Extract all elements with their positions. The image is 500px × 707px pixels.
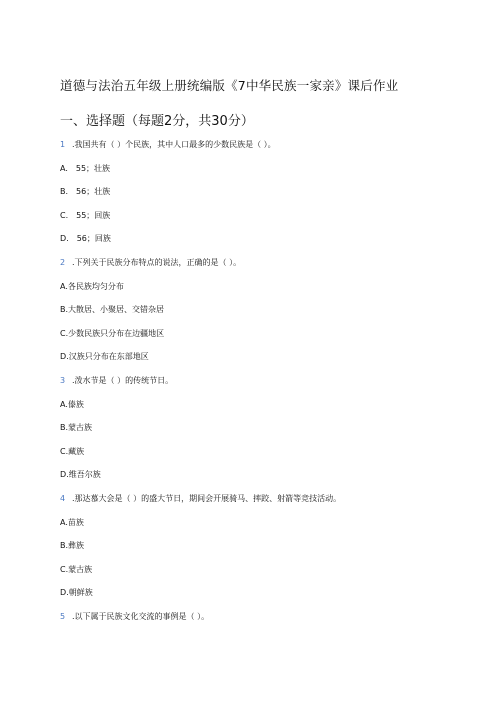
question-1 xyxy=(60,140,276,150)
option-d: D.汉族只分布在东部地区 xyxy=(60,352,149,361)
option-a: A.各民族均匀分布 xyxy=(60,282,124,291)
question-text: .以下属于民族文化交流的事例是（ ）。 xyxy=(72,612,210,621)
option-a: A.苗族 xyxy=(60,518,84,527)
option-b: B.大散居、小聚居、交错杂居 xyxy=(60,305,165,314)
document-title: 道德与法治五年级上册统编版《7中华民族一家亲》课后作业 xyxy=(60,78,399,93)
question-text: .那达慕大会是（ ）的盛大节日，期间会开展骑马、摔跤、射箭等竞技活动。 xyxy=(72,494,342,503)
question-2 xyxy=(60,258,241,268)
option-a: A. 55；壮族 xyxy=(60,164,111,173)
question-text: .泼水节是（ ）的传统节日。 xyxy=(72,376,174,385)
option-d: D.朝鲜族 xyxy=(60,588,93,597)
option-a: A.傣族 xyxy=(60,400,84,409)
option-b: B.蒙古族 xyxy=(60,423,93,432)
question-4 xyxy=(60,494,341,504)
question-number: 1 xyxy=(60,140,66,149)
option-b: B. 56；壮族 xyxy=(60,187,111,196)
question-3 xyxy=(60,376,173,386)
question-text: .我国共有（ ）个民族，其中人口最多的少数民族是（ ）。 xyxy=(72,140,276,149)
question-5 xyxy=(60,612,209,622)
option-c: C.蒙古族 xyxy=(60,565,93,574)
option-c: C.藏族 xyxy=(60,447,85,456)
option-b: B.彝族 xyxy=(60,541,85,550)
option-d: D.维吾尔族 xyxy=(60,470,101,479)
option-c: C. 55；回族 xyxy=(60,211,111,220)
question-number: 2 xyxy=(60,258,66,267)
option-d: D. 56；回族 xyxy=(60,234,111,243)
question-number: 4 xyxy=(60,494,66,503)
section-heading: 一、选择题（每题2分，共30分） xyxy=(60,114,254,129)
option-c: C.少数民族只分布在边疆地区 xyxy=(60,329,165,338)
question-text: .下列关于民族分布特点的说法，正确的是（ ）。 xyxy=(72,258,242,267)
question-number: 3 xyxy=(60,376,66,385)
question-number: 5 xyxy=(60,612,66,621)
